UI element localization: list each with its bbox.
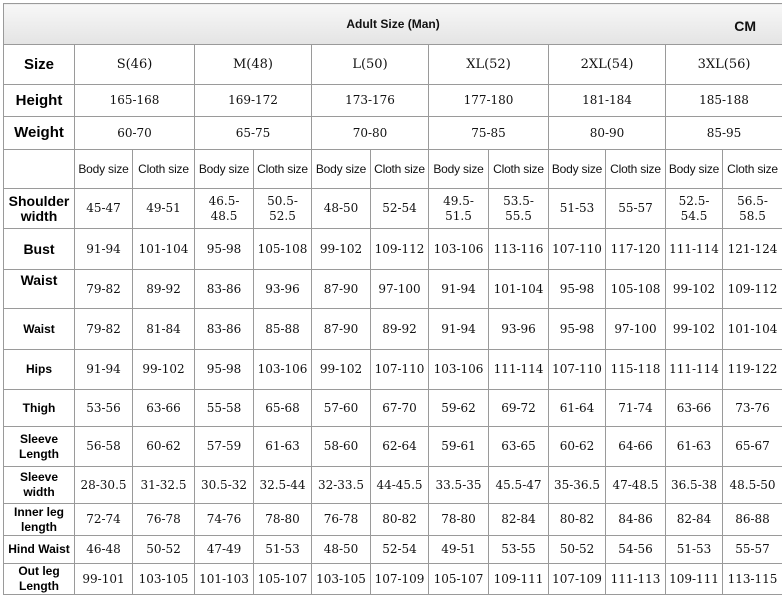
subheader-cloth-size: Cloth size (133, 150, 195, 189)
measurement-cell: 105-108 (254, 229, 312, 270)
measurement-cell: 115-118 (606, 350, 666, 390)
measurement-cell: 52-54 (371, 536, 429, 564)
measurement-cell: 82-84 (666, 504, 723, 536)
measurement-cell: 82-84 (489, 504, 549, 536)
measurement-cell: 99-102 (666, 309, 723, 350)
measurement-cell: 111-114 (666, 350, 723, 390)
weight-value: 70-80 (312, 117, 429, 150)
measurement-cell: 87-90 (312, 270, 371, 309)
measurement-cell: 111-114 (489, 350, 549, 390)
measurement-cell: 99-102 (133, 350, 195, 390)
measurement-cell: 33.5-35 (429, 467, 489, 504)
subheader-body-size: Body size (549, 150, 606, 189)
height-value: 165-168 (75, 85, 195, 117)
measurement-cell: 35-36.5 (549, 467, 606, 504)
size-header-s: S(46) (75, 45, 195, 85)
weight-value: 80-90 (549, 117, 666, 150)
measurement-cell: 85-88 (254, 309, 312, 350)
measurement-cell: 50-52 (133, 536, 195, 564)
subheader-body-size: Body size (195, 150, 254, 189)
measurement-cell: 109-112 (371, 229, 429, 270)
measurement-cell: 46.5-48.5 (195, 189, 254, 229)
measurement-cell: 60-62 (133, 427, 195, 467)
table-title: Adult Size (Man) (346, 16, 440, 31)
measurement-cell: 76-78 (133, 504, 195, 536)
measurement-row (4, 270, 782, 309)
measurement-cell: 55-57 (723, 536, 782, 564)
measurement-cell: 61-63 (666, 427, 723, 467)
row-label: Waist (4, 270, 75, 309)
subheader-cloth-size: Cloth size (606, 150, 666, 189)
measurement-cell: 105-107 (254, 564, 312, 595)
size-header-l: L(50) (312, 45, 429, 85)
measurement-cell: 48-50 (312, 536, 371, 564)
row-label: Bust (4, 229, 75, 270)
measurement-cell: 111-114 (666, 229, 723, 270)
measurement-cell: 58-60 (312, 427, 371, 467)
row-label: Shoulder width (4, 189, 75, 229)
measurement-cell: 64-66 (606, 427, 666, 467)
measurement-cell: 57-60 (312, 390, 371, 427)
row-label: Sleeve Length (4, 427, 75, 467)
row-label: Inner leg length (4, 504, 75, 536)
measurement-cell: 63-65 (489, 427, 549, 467)
weight-value: 85-95 (666, 117, 782, 150)
measurement-cell: 91-94 (429, 270, 489, 309)
measurement-cell: 87-90 (312, 309, 371, 350)
size-header-m: M(48) (195, 45, 312, 85)
measurement-cell: 109-111 (489, 564, 549, 595)
height-value: 173-176 (312, 85, 429, 117)
measurement-row (4, 350, 782, 390)
weight-value: 65-75 (195, 117, 312, 150)
measurement-rows (4, 189, 782, 595)
weight-value: 60-70 (75, 117, 195, 150)
subheader-cloth-size: Cloth size (723, 150, 782, 189)
measurement-cell: 107-110 (371, 350, 429, 390)
table-title-cell (4, 4, 782, 45)
height-value: 177-180 (429, 85, 549, 117)
measurement-row (4, 189, 782, 229)
measurement-cell: 103-105 (133, 564, 195, 595)
measurement-cell: 50-52 (549, 536, 606, 564)
measurement-cell: 117-120 (606, 229, 666, 270)
measurement-cell: 65-68 (254, 390, 312, 427)
size-header-xl: XL(52) (429, 45, 549, 85)
measurement-cell: 69-72 (489, 390, 549, 427)
measurement-cell: 111-113 (606, 564, 666, 595)
measurement-cell: 89-92 (133, 270, 195, 309)
height-value: 185-188 (666, 85, 782, 117)
measurement-cell: 71-74 (606, 390, 666, 427)
measurement-cell: 67-70 (371, 390, 429, 427)
measurement-cell: 79-82 (75, 270, 133, 309)
measurement-cell: 53.5-55.5 (489, 189, 549, 229)
measurement-cell: 101-104 (489, 270, 549, 309)
measurement-cell: 97-100 (606, 309, 666, 350)
measurement-cell: 62-64 (371, 427, 429, 467)
measurement-cell: 48-50 (312, 189, 371, 229)
measurement-cell: 30.5-32 (195, 467, 254, 504)
measurement-cell: 47-49 (195, 536, 254, 564)
measurement-cell: 51-53 (666, 536, 723, 564)
measurement-cell: 103-106 (254, 350, 312, 390)
height-row (4, 85, 782, 117)
measurement-cell: 45-47 (75, 189, 133, 229)
measurement-cell: 46-48 (75, 536, 133, 564)
row-label: Sleeve width (4, 467, 75, 504)
measurement-cell: 78-80 (429, 504, 489, 536)
measurement-cell: 101-104 (723, 309, 782, 350)
measurement-cell: 95-98 (195, 350, 254, 390)
measurement-cell: 55-58 (195, 390, 254, 427)
measurement-cell: 51-53 (549, 189, 606, 229)
measurement-row (4, 564, 782, 595)
measurement-cell: 107-109 (549, 564, 606, 595)
measurement-cell: 36.5-38 (666, 467, 723, 504)
row-label: Waist (4, 309, 75, 350)
measurement-cell: 61-64 (549, 390, 606, 427)
measurement-cell: 56-58 (75, 427, 133, 467)
measurement-cell: 89-92 (371, 309, 429, 350)
measurement-row (4, 390, 782, 427)
measurement-cell: 93-96 (254, 270, 312, 309)
measurement-cell: 86-88 (723, 504, 782, 536)
subheader-blank-cell (4, 150, 75, 189)
measurement-cell: 61-63 (254, 427, 312, 467)
measurement-cell: 107-110 (549, 229, 606, 270)
measurement-cell: 52-54 (371, 189, 429, 229)
measurement-cell: 45.5-47 (489, 467, 549, 504)
measurement-cell: 95-98 (549, 309, 606, 350)
measurement-cell: 99-101 (75, 564, 133, 595)
measurement-cell: 105-108 (606, 270, 666, 309)
measurement-cell: 80-82 (371, 504, 429, 536)
measurement-cell: 72-74 (75, 504, 133, 536)
measurement-cell: 91-94 (429, 309, 489, 350)
measurement-cell: 56.5-58.5 (723, 189, 782, 229)
measurement-cell: 91-94 (75, 229, 133, 270)
measurement-cell: 44-45.5 (371, 467, 429, 504)
measurement-cell: 76-78 (312, 504, 371, 536)
measurement-cell: 79-82 (75, 309, 133, 350)
measurement-cell: 74-76 (195, 504, 254, 536)
measurement-cell: 105-107 (429, 564, 489, 595)
measurement-cell: 103-106 (429, 229, 489, 270)
measurement-cell: 83-86 (195, 309, 254, 350)
measurement-row (4, 427, 782, 467)
measurement-cell: 80-82 (549, 504, 606, 536)
measurement-row (4, 467, 782, 504)
measurement-cell: 99-102 (312, 350, 371, 390)
measurement-row (4, 504, 782, 536)
subheader-cloth-size: Cloth size (254, 150, 312, 189)
height-value: 181-184 (549, 85, 666, 117)
measurement-cell: 53-56 (75, 390, 133, 427)
measurement-cell: 95-98 (195, 229, 254, 270)
measurement-cell: 119-122 (723, 350, 782, 390)
measurement-cell: 99-102 (666, 270, 723, 309)
measurement-cell: 59-61 (429, 427, 489, 467)
measurement-cell: 47-48.5 (606, 467, 666, 504)
size-chart-table (3, 3, 782, 595)
measurement-row (4, 229, 782, 270)
measurement-cell: 57-59 (195, 427, 254, 467)
measurement-cell: 60-62 (549, 427, 606, 467)
measurement-cell: 31-32.5 (133, 467, 195, 504)
measurement-cell: 65-67 (723, 427, 782, 467)
size-header-2xl: 2XL(54) (549, 45, 666, 85)
subheader-body-size: Body size (75, 150, 133, 189)
measurement-cell: 73-76 (723, 390, 782, 427)
title-row (4, 4, 782, 45)
measurement-cell: 63-66 (133, 390, 195, 427)
measurement-cell: 113-116 (489, 229, 549, 270)
subheader-body-size: Body size (312, 150, 371, 189)
measurement-cell: 103-105 (312, 564, 371, 595)
measurement-cell: 55-57 (606, 189, 666, 229)
measurement-cell: 78-80 (254, 504, 312, 536)
row-label-height: Height (4, 85, 75, 117)
measurement-cell: 103-106 (429, 350, 489, 390)
measurement-cell: 32-33.5 (312, 467, 371, 504)
measurement-cell: 32.5-44 (254, 467, 312, 504)
row-label: Thigh (4, 390, 75, 427)
measurement-cell: 28-30.5 (75, 467, 133, 504)
measurement-cell: 95-98 (549, 270, 606, 309)
measurement-cell: 52.5-54.5 (666, 189, 723, 229)
measurement-cell: 63-66 (666, 390, 723, 427)
row-label-weight: Weight (4, 117, 75, 150)
measurement-cell: 97-100 (371, 270, 429, 309)
subheader-body-size: Body size (666, 150, 723, 189)
measurement-cell: 51-53 (254, 536, 312, 564)
measurement-cell: 53-55 (489, 536, 549, 564)
measurement-cell: 93-96 (489, 309, 549, 350)
measurement-cell: 49-51 (429, 536, 489, 564)
measurement-cell: 50.5-52.5 (254, 189, 312, 229)
measurement-cell: 109-112 (723, 270, 782, 309)
measurement-cell: 54-56 (606, 536, 666, 564)
subheader-cloth-size: Cloth size (371, 150, 429, 189)
row-label: Hind Waist (4, 536, 75, 564)
measurement-cell: 49.5-51.5 (429, 189, 489, 229)
measurement-cell: 81-84 (133, 309, 195, 350)
measurement-cell: 48.5-50 (723, 467, 782, 504)
measurement-cell: 121-124 (723, 229, 782, 270)
measurement-cell: 109-111 (666, 564, 723, 595)
measurement-cell: 84-86 (606, 504, 666, 536)
measurement-cell: 91-94 (75, 350, 133, 390)
height-value: 169-172 (195, 85, 312, 117)
weight-value: 75-85 (429, 117, 549, 150)
unit-label: CM (734, 18, 757, 34)
subheader-body-size: Body size (429, 150, 489, 189)
measurement-cell: 83-86 (195, 270, 254, 309)
measurement-cell: 59-62 (429, 390, 489, 427)
subheader-cloth-size: Cloth size (489, 150, 549, 189)
size-row (4, 45, 782, 85)
measurement-cell: 113-115 (723, 564, 782, 595)
size-header-3xl: 3XL(56) (666, 45, 782, 85)
measurement-cell: 107-110 (549, 350, 606, 390)
measurement-cell: 107-109 (371, 564, 429, 595)
measurement-row (4, 309, 782, 350)
row-label: Hips (4, 350, 75, 390)
measurement-cell: 101-104 (133, 229, 195, 270)
row-label: Out leg Length (4, 564, 75, 595)
measurement-row (4, 536, 782, 564)
measurement-cell: 101-103 (195, 564, 254, 595)
row-label-size: Size (4, 45, 75, 85)
measurement-cell: 99-102 (312, 229, 371, 270)
subheader-row (4, 150, 782, 189)
measurement-cell: 49-51 (133, 189, 195, 229)
weight-row (4, 117, 782, 150)
